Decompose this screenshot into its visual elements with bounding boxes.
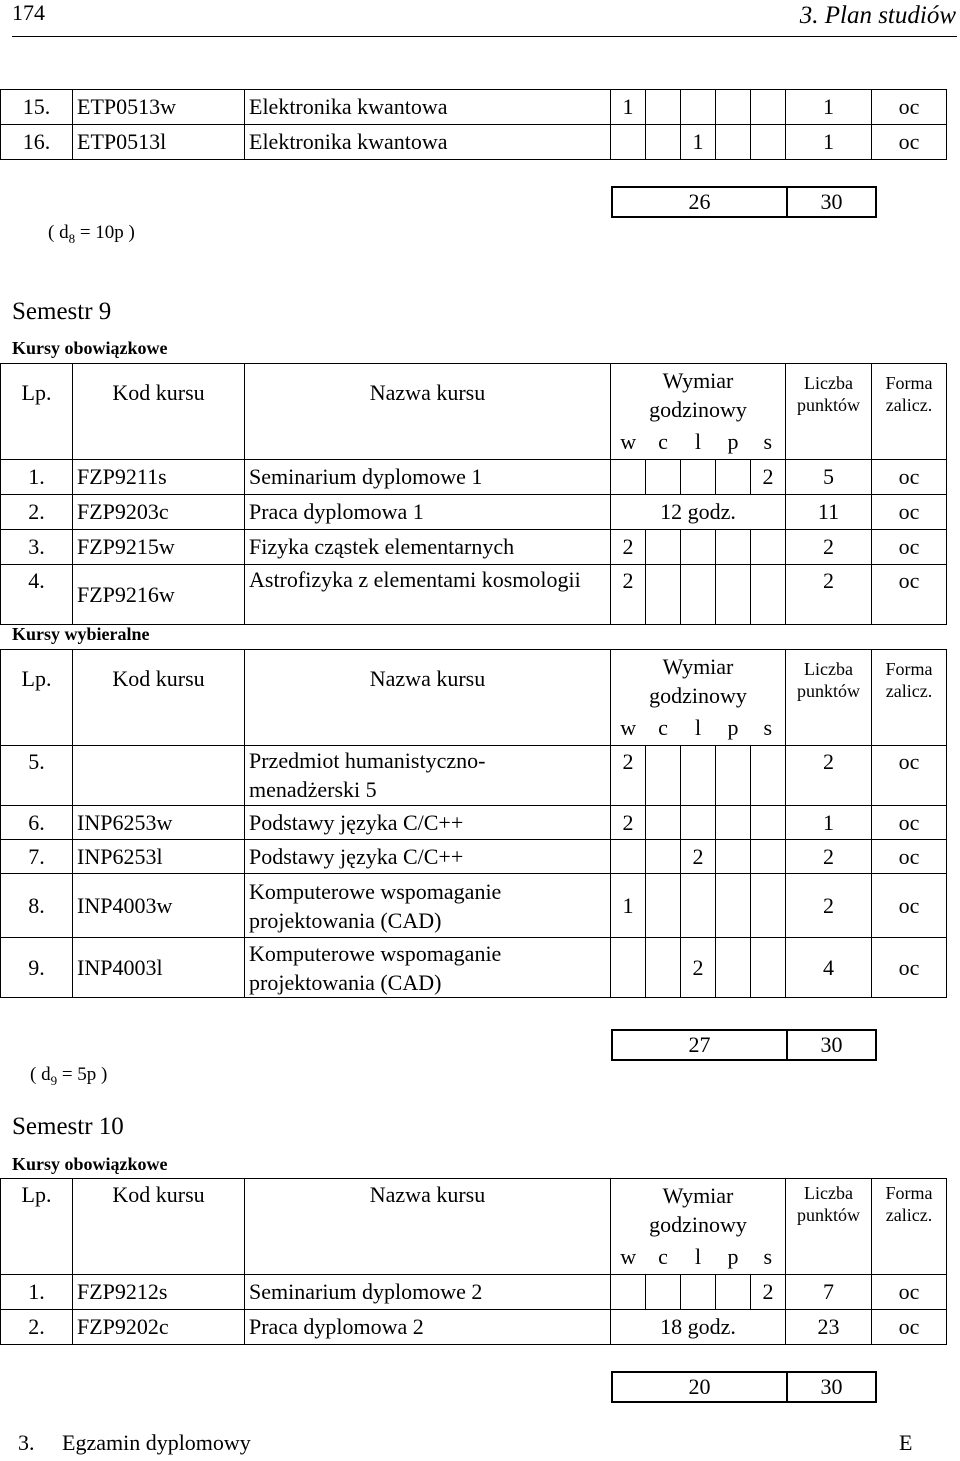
table-row [1, 495, 947, 530]
c-cell [646, 1275, 681, 1310]
l-cell [681, 460, 716, 495]
deficit-tail: = 10p ) [75, 222, 135, 243]
p-cell [716, 565, 751, 625]
p-cell [716, 90, 751, 125]
deficit-subscript: 8 [68, 230, 76, 246]
form-header-line2: zalicz. [885, 395, 933, 415]
points-cell: 2 [786, 530, 872, 565]
table-row [1, 90, 947, 125]
code-header: Kod kursu [73, 364, 245, 460]
form-header [872, 1179, 947, 1275]
name-cell: Komputerowe wspomaganie projektowania (CAD) [245, 874, 611, 938]
hours-header-line2: godzinowy [649, 396, 747, 422]
points-cell: 23 [786, 1310, 872, 1345]
l-header: l [681, 426, 716, 460]
form-header-line1: Forma [885, 373, 933, 393]
lp-cell: 6. [1, 806, 73, 840]
s-cell: 2 [751, 460, 786, 495]
page-number: 174 [12, 0, 45, 25]
points-header-line1: Liczba [804, 659, 853, 679]
name-cell: Seminarium dyplomowe 1 [245, 460, 611, 495]
name-cell: Elektronika kwantowa [245, 125, 611, 160]
total-points: 30 [787, 187, 876, 217]
s-cell [751, 125, 786, 160]
code-cell: ETP0513l [73, 125, 245, 160]
hours-header-line2: godzinowy [649, 682, 747, 708]
exam-lp: 3. [18, 1430, 35, 1455]
c-header: c [646, 1241, 681, 1275]
points-cell: 2 [786, 746, 872, 806]
points-header-line1: Liczba [804, 1183, 853, 1203]
form-header-line1: Forma [885, 659, 933, 679]
table-row [1, 125, 947, 160]
c-cell [646, 460, 681, 495]
points-header-line2: punktów [797, 395, 861, 415]
name-cell: Podstawy języka C/C++ [245, 840, 611, 874]
w-cell: 2 [611, 746, 646, 806]
hours-header-line1: Wymiar [662, 653, 734, 679]
total-hours: 27 [612, 1030, 787, 1060]
header-row [1, 1179, 947, 1241]
lp-header: Lp. [1, 1179, 73, 1275]
points-cell: 2 [786, 565, 872, 625]
sem8-totals [611, 186, 877, 218]
name-header: Nazwa kursu [245, 1179, 611, 1275]
l-cell: 2 [681, 840, 716, 874]
l-cell [681, 746, 716, 806]
sem10-totals [611, 1371, 877, 1403]
total-points: 30 [787, 1372, 876, 1402]
table-row [1, 1310, 947, 1345]
points-cell: 4 [786, 938, 872, 998]
exam-name: Egzamin dyplomowy [62, 1430, 251, 1455]
p-cell [716, 840, 751, 874]
s-cell [751, 530, 786, 565]
name-cell: Praca dyplomowa 1 [245, 495, 611, 530]
points-cell: 5 [786, 460, 872, 495]
code-cell: INP4003l [73, 938, 245, 998]
form-header-line2: zalicz. [885, 1205, 933, 1225]
form-header-line2: zalicz. [885, 681, 933, 701]
hours-span-cell: 18 godz. [611, 1310, 786, 1345]
w-cell: 2 [611, 806, 646, 840]
sem8-table [0, 89, 947, 160]
deficit-label-sem8 [48, 222, 135, 247]
table-row [1, 938, 947, 998]
l-cell [681, 806, 716, 840]
w-cell: 2 [611, 530, 646, 565]
name-cell: Elektronika kwantowa [245, 90, 611, 125]
points-cell: 11 [786, 495, 872, 530]
table-row [1, 565, 947, 625]
form-cell: oc [872, 495, 947, 530]
p-header: p [716, 1241, 751, 1275]
c-header: c [646, 426, 681, 460]
header-row [1, 650, 947, 712]
code-cell: ETP0513w [73, 90, 245, 125]
mandatory-label: Kursy obowiązkowe [12, 338, 168, 358]
code-cell: INP4003w [73, 874, 245, 938]
l-cell [681, 565, 716, 625]
form-cell: oc [872, 90, 947, 125]
hours-header [611, 650, 786, 712]
code-header: Kod kursu [73, 1179, 245, 1275]
s-header: s [751, 426, 786, 460]
w-cell: 1 [611, 90, 646, 125]
name-cell: Seminarium dyplomowe 2 [245, 1275, 611, 1310]
semester-title: Semestr 9 [12, 298, 112, 325]
form-header [872, 650, 947, 746]
code-cell: FZP9203c [73, 495, 245, 530]
l-cell [681, 874, 716, 938]
l-header: l [681, 712, 716, 746]
w-cell [611, 938, 646, 998]
name-cell: Komputerowe wspomaganie projektowania (CAD) [245, 938, 611, 998]
lp-cell: 2. [1, 1310, 73, 1345]
points-header-line2: punktów [797, 681, 861, 701]
lp-cell: 7. [1, 840, 73, 874]
elective-label: Kursy wybieralne [12, 624, 150, 644]
lp-cell: 16. [1, 125, 73, 160]
form-cell: oc [872, 840, 947, 874]
l-cell [681, 530, 716, 565]
total-hours: 20 [612, 1372, 787, 1402]
points-cell: 7 [786, 1275, 872, 1310]
header-rule [12, 36, 957, 37]
sem9-mandatory-table [0, 363, 947, 625]
w-header: w [611, 426, 646, 460]
form-header-line1: Forma [885, 1183, 933, 1203]
points-header [786, 650, 872, 746]
hours-header [611, 1179, 786, 1241]
c-cell [646, 565, 681, 625]
s-cell [751, 746, 786, 806]
points-header [786, 1179, 872, 1275]
points-header-line1: Liczba [804, 373, 853, 393]
semester-title: Semestr 10 [12, 1113, 124, 1140]
w-cell [611, 840, 646, 874]
code-cell: INP6253w [73, 806, 245, 840]
form-cell: oc [872, 125, 947, 160]
p-cell [716, 874, 751, 938]
form-cell: oc [872, 874, 947, 938]
p-cell [716, 530, 751, 565]
points-cell: 1 [786, 125, 872, 160]
c-cell [646, 530, 681, 565]
header-row [1, 364, 947, 426]
code-cell: FZP9211s [73, 460, 245, 495]
w-cell [611, 1275, 646, 1310]
lp-cell: 1. [1, 460, 73, 495]
w-cell [611, 125, 646, 160]
c-cell [646, 938, 681, 998]
p-cell [716, 460, 751, 495]
form-cell: oc [872, 746, 947, 806]
form-cell: oc [872, 565, 947, 625]
c-header: c [646, 712, 681, 746]
lp-cell: 8. [1, 874, 73, 938]
name-header: Nazwa kursu [245, 650, 611, 746]
sem10-table [0, 1178, 947, 1345]
form-cell: oc [872, 1275, 947, 1310]
name-cell: Podstawy języka C/C++ [245, 806, 611, 840]
c-cell [646, 874, 681, 938]
table-row [1, 460, 947, 495]
l-cell [681, 1275, 716, 1310]
code-header: Kod kursu [73, 650, 245, 746]
w-cell: 2 [611, 565, 646, 625]
table-row [1, 874, 947, 938]
lp-cell: 3. [1, 530, 73, 565]
name-header: Nazwa kursu [245, 364, 611, 460]
s-cell [751, 90, 786, 125]
w-cell: 1 [611, 874, 646, 938]
p-cell [716, 1275, 751, 1310]
hours-span-cell: 12 godz. [611, 495, 786, 530]
l-cell [681, 90, 716, 125]
name-cell: Praca dyplomowa 2 [245, 1310, 611, 1345]
total-points: 30 [787, 1030, 876, 1060]
deficit-text: ( d [30, 1064, 51, 1085]
code-cell: INP6253l [73, 840, 245, 874]
code-cell: FZP9212s [73, 1275, 245, 1310]
exam-form: E [899, 1430, 913, 1455]
deficit-label-sem9 [30, 1064, 107, 1089]
c-cell [646, 840, 681, 874]
points-cell: 2 [786, 840, 872, 874]
deficit-text: ( d [48, 222, 69, 243]
s-header: s [751, 1241, 786, 1275]
lp-cell: 2. [1, 495, 73, 530]
p-header: p [716, 426, 751, 460]
deficit-tail: = 5p ) [57, 1064, 108, 1085]
points-header [786, 364, 872, 460]
code-cell [73, 746, 245, 806]
l-header: l [681, 1241, 716, 1275]
p-cell [716, 806, 751, 840]
s-cell [751, 565, 786, 625]
c-cell [646, 90, 681, 125]
points-cell: 2 [786, 874, 872, 938]
s-cell [751, 806, 786, 840]
lp-cell: 15. [1, 90, 73, 125]
points-cell: 1 [786, 90, 872, 125]
form-cell: oc [872, 460, 947, 495]
table-row [1, 530, 947, 565]
points-cell: 1 [786, 806, 872, 840]
name-cell: Przedmiot humanistyczno-menadżerski 5 [245, 746, 611, 806]
form-cell: oc [872, 806, 947, 840]
sem9-totals [611, 1029, 877, 1061]
p-cell [716, 938, 751, 998]
table-row [1, 746, 947, 806]
lp-header: Lp. [1, 650, 73, 746]
w-header: w [611, 712, 646, 746]
table-row [1, 806, 947, 840]
form-header [872, 364, 947, 460]
mandatory-label: Kursy obowiązkowe [12, 1154, 168, 1174]
c-cell [646, 806, 681, 840]
code-cell: FZP9216w [73, 565, 245, 625]
points-header-line2: punktów [797, 1205, 861, 1225]
p-cell [716, 125, 751, 160]
p-header: p [716, 712, 751, 746]
sem9-elective-table [0, 649, 947, 998]
form-cell: oc [872, 1310, 947, 1345]
name-cell: Fizyka cząstek elementarnych [245, 530, 611, 565]
chapter-title: 3. Plan studiów [799, 2, 956, 29]
s-cell [751, 938, 786, 998]
code-cell: FZP9202c [73, 1310, 245, 1345]
form-cell: oc [872, 938, 947, 998]
lp-cell: 9. [1, 938, 73, 998]
c-cell [646, 746, 681, 806]
w-header: w [611, 1241, 646, 1275]
lp-header: Lp. [1, 364, 73, 460]
hours-header-line1: Wymiar [662, 367, 734, 393]
table-row [1, 1275, 947, 1310]
name-cell: Astrofizyka z elementami kosmologii [245, 565, 611, 625]
form-cell: oc [872, 530, 947, 565]
s-cell: 2 [751, 1275, 786, 1310]
hours-header-line1: Wymiar [662, 1182, 734, 1208]
p-cell [716, 746, 751, 806]
lp-cell: 4. [1, 565, 73, 625]
l-cell: 2 [681, 938, 716, 998]
lp-cell: 1. [1, 1275, 73, 1310]
c-cell [646, 125, 681, 160]
total-hours: 26 [612, 187, 787, 217]
hours-header-line2: godzinowy [649, 1211, 747, 1237]
hours-header [611, 364, 786, 426]
s-header: s [751, 712, 786, 746]
w-cell [611, 460, 646, 495]
s-cell [751, 840, 786, 874]
table-row [1, 840, 947, 874]
s-cell [751, 874, 786, 938]
l-cell: 1 [681, 125, 716, 160]
code-cell: FZP9215w [73, 530, 245, 565]
lp-cell: 5. [1, 746, 73, 806]
deficit-subscript: 9 [50, 1072, 58, 1088]
